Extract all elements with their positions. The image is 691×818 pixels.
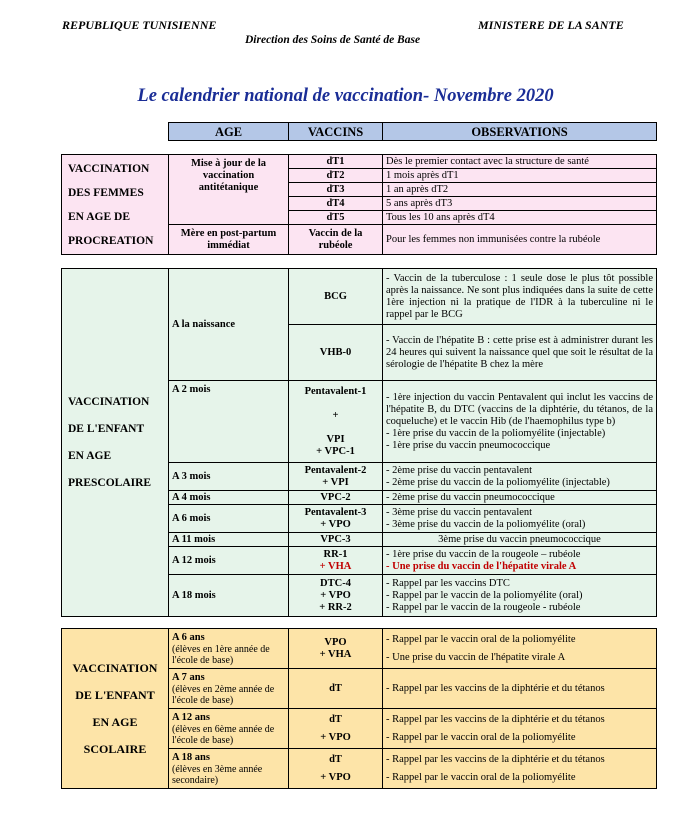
header-direction: Direction des Soins de Santé de Base [245, 34, 421, 46]
obs-line: - Rappel par les vaccins de la diphtérie et du tétanos [386, 753, 605, 765]
obs-line: - 1ère prise du vaccin pneumococcique [386, 439, 551, 451]
school-age-note: (élèves en 6ème année de l'école de base) [172, 723, 275, 746]
school-age-note: (élèves en 1ère année de l'école de base) [172, 643, 270, 666]
column-header-table [168, 122, 657, 141]
header-republic: REPUBLIQUE TUNISIENNE [62, 18, 217, 32]
obs-6-months [383, 505, 657, 533]
school-obs [383, 709, 657, 749]
women-rubella-obs: Pour les femmes non immunisées contre la rubéole [383, 225, 657, 255]
vaccine-line: dT [329, 713, 342, 725]
vaccine-line: Pentavalent-2 [304, 464, 367, 476]
women-group-label [62, 155, 169, 255]
women-obs: Tous les 10 ans après dT4 [383, 211, 657, 225]
obs-11-months: 3ème prise du vaccin pneumococcique [383, 533, 657, 547]
age-18-months: A 18 mois [169, 575, 289, 617]
women-obs: 1 mois après dT1 [383, 169, 657, 183]
column-header-age: AGE [169, 123, 289, 141]
women-vaccine: dT3 [289, 183, 383, 197]
obs-line: - Rappel par le vaccin de la rougeole - rubéole [386, 601, 581, 613]
school-age-note: (élèves en 3ème année secondaire) [172, 763, 263, 786]
age-birth: A la naissance [169, 269, 289, 381]
vaccine-line: + VPO [320, 518, 351, 530]
school-age-label: A 18 ans [172, 751, 210, 763]
vaccine-4-months: VPC-2 [289, 491, 383, 505]
school-obs [383, 749, 657, 789]
women-obs: Dès le premier contact avec la structure de santé [383, 155, 657, 169]
vaccines-2-months [289, 381, 383, 463]
obs-3-months [383, 463, 657, 491]
obs-line: - Rappel par les vaccins de la diphtérie et du tétanos [386, 713, 605, 725]
obs-line: - 3ème prise du vaccin pentavalent [386, 506, 533, 518]
women-vaccine: dT5 [289, 211, 383, 225]
women-label-line: DES FEMMES [68, 186, 144, 199]
school-age [169, 709, 289, 749]
obs-line: - Rappel par le vaccin oral de la poliomyélite [386, 633, 576, 645]
women-rubella-vaccine: Vaccin de la rubéole [289, 225, 383, 255]
school-label-line: VACCINATION [72, 660, 158, 675]
school-label-line: SCOLAIRE [83, 741, 147, 756]
school-obs [383, 669, 657, 709]
school-age-label: A 12 ans [172, 711, 210, 723]
obs-line: - 2ème prise du vaccin de la poliomyélite (injectable) [386, 476, 610, 488]
age-2-months: A 2 mois [169, 381, 289, 463]
preschool-label-line: VACCINATION [68, 395, 150, 408]
age-11-months: A 11 mois [169, 533, 289, 547]
header-ministry: MINISTERE DE LA SANTE [478, 18, 624, 32]
vaccine-11-months: VPC-3 [289, 533, 383, 547]
women-section-table [61, 154, 657, 255]
vaccine-line: Pentavalent-1 [304, 385, 367, 397]
age-12-months: A 12 mois [169, 547, 289, 575]
vaccine-line: + VPC-1 [316, 445, 355, 457]
vaccine-line: DTC-4 [320, 577, 351, 589]
women-age-update: Mise à jour de la vaccination antitétanique [169, 155, 289, 225]
school-age-label: A 7 ans [172, 671, 205, 683]
vaccine-line: + VPO [320, 731, 351, 743]
school-label-line: EN AGE [92, 714, 138, 729]
vaccines-18-months [289, 575, 383, 617]
school-age [169, 669, 289, 709]
obs-4-months: - 2ème prise du vaccin pneumococcique [383, 491, 657, 505]
vaccine-line: + VPO [320, 589, 351, 601]
vaccine-line: VPI [326, 433, 345, 445]
women-obs: 5 ans après dT3 [383, 197, 657, 211]
vaccine-bcg: BCG [289, 269, 383, 325]
vaccine-line: VPO [324, 636, 347, 648]
obs-line: - 1ère injection du vaccin Pentavalent qui inclut les vaccins de l'hépatite B, du DTC (vaccins de la diphtérie, du tétanos, de la coqueluche) et le vaccin Hib (de l'haemophilus type b) [386, 391, 653, 427]
obs-bcg: - Vaccin de la tuberculose : 1 seule dose le plus tôt possible après la naissance. Ne sont plus indiquées dans la suite de cette 1ère injection ni la pratique de l'IDR à la tuberculine ni le rappel par le BCG [383, 269, 657, 325]
school-group-label [62, 629, 169, 789]
obs-12-months [383, 547, 657, 575]
preschool-label-line: PRESCOLAIRE [68, 476, 152, 489]
vaccine-line: + VPO [320, 771, 351, 783]
school-vaccines [289, 669, 383, 709]
obs-line: - Rappel par les vaccins de la diphtérie et du tétanos [386, 682, 605, 694]
age-6-months: A 6 mois [169, 505, 289, 533]
school-age [169, 749, 289, 789]
school-age-note: (élèves en 2ème année de l'école de base) [172, 683, 275, 706]
vaccine-line: + [332, 409, 339, 421]
school-vaccines [289, 749, 383, 789]
women-obs: 1 an après dT2 [383, 183, 657, 197]
school-section-table [61, 628, 657, 789]
vaccine-line: Pentavalent-3 [304, 506, 367, 518]
obs-18-months [383, 575, 657, 617]
age-4-months: A 4 mois [169, 491, 289, 505]
preschool-label-line: EN AGE [68, 449, 112, 462]
obs-line: - 2ème prise du vaccin pentavalent [386, 464, 533, 476]
vaccine-vhb: VHB-0 [289, 325, 383, 381]
obs-line: - Rappel par le vaccin oral de la poliomyélite [386, 771, 576, 783]
obs-line: - Rappel par les vaccins DTC [386, 577, 510, 589]
vaccine-line: + VHA [319, 648, 352, 660]
school-vaccines [289, 709, 383, 749]
school-age [169, 629, 289, 669]
women-vaccine: dT1 [289, 155, 383, 169]
preschool-section-table [61, 268, 657, 617]
column-header-observations: OBSERVATIONS [383, 123, 657, 141]
vaccines-12-months [289, 547, 383, 575]
vaccines-3-months [289, 463, 383, 491]
obs-line: - Rappel par le vaccin de la poliomyélite (oral) [386, 589, 583, 601]
vaccine-line-highlight: + VHA [319, 560, 352, 572]
obs-vhb: - Vaccin de l'hépatite B : cette prise est à administrer durant les 24 heures qui suivent la naissance quel que soit le résultat de la sérologie de l'hépatite B chez la mère [383, 325, 657, 381]
vaccine-line: dT [329, 753, 342, 765]
vaccines-6-months [289, 505, 383, 533]
school-age-label: A 6 ans [172, 631, 205, 643]
page-title: Le calendrier national de vaccination- Novembre 2020 [137, 86, 554, 106]
school-label-line: DE L'ENFANT [75, 687, 155, 702]
preschool-label-line: DE L'ENFANT [68, 422, 145, 435]
women-label-line: PROCREATION [68, 234, 154, 247]
women-age-postpartum: Mère en post-partum immédiat [169, 225, 289, 255]
vaccine-line: RR-1 [323, 548, 348, 560]
obs-line: - Une prise du vaccin de l'hépatite virale A [386, 651, 566, 663]
obs-line: - 1ère prise du vaccin de la poliomyélite (injectable) [386, 427, 606, 439]
vaccine-line: + VPI [322, 476, 349, 488]
obs-line-highlight: - Une prise du vaccin de l'hépatite virale A [386, 560, 577, 572]
school-vaccines [289, 629, 383, 669]
obs-line: - 3ème prise du vaccin de la poliomyélite (oral) [386, 518, 586, 530]
obs-2-months [383, 381, 657, 463]
age-3-months: A 3 mois [169, 463, 289, 491]
column-header-vaccins: VACCINS [289, 123, 383, 141]
vaccine-line: + RR-2 [319, 601, 352, 613]
women-label-line: EN AGE DE [68, 210, 130, 223]
women-label-line: VACCINATION [68, 162, 150, 175]
women-vaccine: dT4 [289, 197, 383, 211]
obs-line: - Rappel par le vaccin oral de la poliomyélite [386, 731, 576, 743]
women-vaccine: dT2 [289, 169, 383, 183]
preschool-group-label [62, 269, 169, 617]
school-obs [383, 629, 657, 669]
obs-line: - 1ère prise du vaccin de la rougeole – rubéole [386, 548, 581, 560]
vaccine-line: dT [329, 682, 342, 694]
